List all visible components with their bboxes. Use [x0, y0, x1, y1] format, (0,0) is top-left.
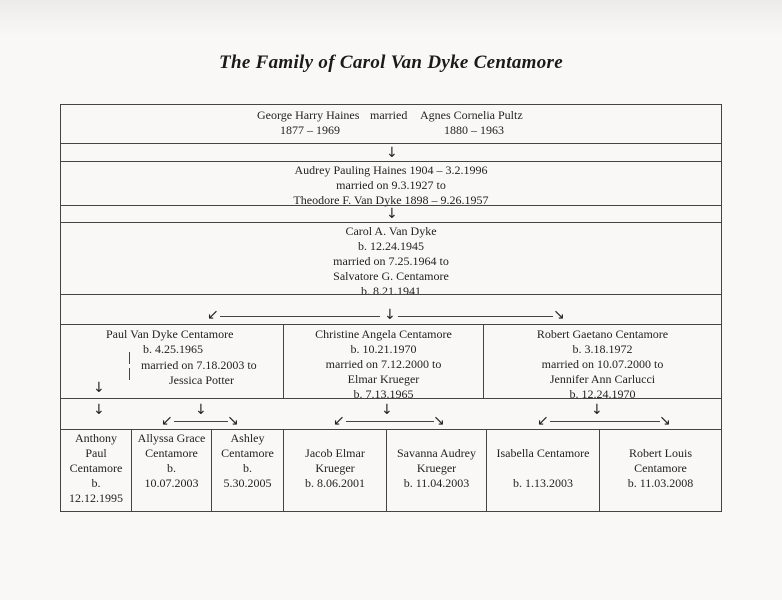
child-born: b. 4.25.1965 [143, 342, 203, 356]
down-right-arrow-icon: ↘ [553, 307, 565, 323]
child-born: b. 10.21.1970 [350, 342, 417, 356]
gen1-married: married [370, 108, 408, 122]
connector-row-2 [60, 205, 722, 223]
gen1-box [60, 104, 722, 144]
grandchild-line: Krueger [416, 461, 457, 475]
child-married: married on 7.12.2000 to [325, 357, 442, 371]
grandchild-line: Centamore [221, 446, 274, 460]
down-arrow-icon: ↓ [93, 402, 105, 418]
child-spouse: Jennifer Ann Carlucci [549, 372, 656, 386]
down-arrow-icon: ↓ [384, 307, 396, 323]
grandchild-line: b. [167, 461, 176, 475]
gen2-box [60, 161, 722, 206]
grandchild-line: Centamore [145, 446, 198, 460]
grandchild-line: Savanna Audrey [397, 446, 476, 460]
child-married: married on 7.18.2003 to [141, 358, 257, 372]
gen3-line5: b. 8.21.1941 [361, 284, 421, 298]
grandchild-robert-louis [599, 429, 722, 512]
grandchild-line: b. [91, 476, 101, 490]
grandchild-line: 10.07.2003 [144, 476, 199, 490]
grandchild-line: 5.30.2005 [223, 476, 272, 490]
gen1-husband-years: 1877 – 1969 [280, 123, 340, 137]
page-top-shade [0, 0, 782, 36]
grandchild-line: b. 1.13.2003 [513, 476, 573, 490]
gen3-line4: Salvatore G. Centamore [333, 269, 449, 283]
child-spouse-born: b. 12.24.1970 [569, 387, 636, 401]
grandchild-line: Isabella Centamore [496, 446, 590, 460]
grandchild-allyssa [131, 429, 212, 512]
grandchild-anthony [60, 429, 132, 512]
grandchild-line: b. 8.06.2001 [305, 476, 365, 490]
grandchild-line: Jacob Elmar [305, 446, 365, 460]
line-to-spouse [129, 368, 130, 380]
grandchild-savanna [386, 429, 487, 512]
down-arrow-icon: ↓ [591, 402, 603, 418]
gen3-line2: b. 12.24.1945 [358, 239, 424, 253]
down-left-arrow-icon: ↙ [207, 307, 219, 323]
connector-row-1 [60, 143, 722, 162]
down-arrow-icon: ↓ [93, 380, 105, 396]
down-left-arrow-icon: ↙ [333, 413, 345, 429]
gen1-husband: George Harry Haines [257, 108, 360, 122]
branch-line [346, 421, 434, 422]
gen1-wife-years: 1880 – 1963 [444, 123, 504, 137]
branch-line [174, 421, 228, 422]
grandchild-line: Centamore [69, 461, 123, 475]
branch-line [550, 421, 660, 422]
child-spouse-born: b. 7.13.1965 [353, 387, 414, 401]
gen1-wife: Agnes Cornelia Pultz [420, 108, 523, 122]
grandchild-ashley [211, 429, 284, 512]
line-to-spouse [129, 352, 130, 364]
grandchild-line: b. 11.04.2003 [403, 476, 470, 490]
child-born: b. 3.18.1972 [572, 342, 633, 356]
down-arrow-icon: ↓ [381, 402, 393, 418]
down-right-arrow-icon: ↘ [433, 413, 445, 429]
grandchild-line: b. 11.03.2008 [627, 476, 694, 490]
down-arrow-icon: ↓ [386, 206, 398, 222]
grandchild-line: Krueger [315, 461, 355, 475]
gen3-line1: Carol A. Van Dyke [345, 224, 437, 238]
down-right-arrow-icon: ↘ [227, 413, 239, 429]
child-box-christine [283, 324, 484, 399]
gen2-line2: married on 9.3.1927 to [336, 178, 446, 192]
grandchild-line: Allyssa Grace [137, 431, 206, 445]
gen2-line1: Audrey Pauling Haines 1904 – 3.2.1996 [294, 163, 488, 177]
grandchild-isabella [486, 429, 600, 512]
grandchild-line: Paul [85, 446, 107, 460]
child-spouse: Elmar Krueger [347, 372, 420, 386]
grandchild-line: Anthony [75, 431, 117, 445]
grandchild-line: 12.12.1995 [69, 491, 123, 505]
child-box-robert [483, 324, 722, 399]
gen2-line3: Theodore F. Van Dyke 1898 – 9.26.1957 [293, 193, 489, 207]
branch-line [398, 316, 553, 317]
page-title: The Family of Carol Van Dyke Centamore [219, 52, 563, 73]
grandchild-jacob [283, 429, 387, 512]
child-spouse: Jessica Potter [169, 373, 234, 387]
grandchild-line: Ashley [230, 431, 265, 445]
child-name: Paul Van Dyke Centamore [106, 327, 234, 341]
branch-line [220, 316, 380, 317]
down-arrow-icon: ↓ [386, 145, 398, 161]
gen3-line3: married on 7.25.1964 to [333, 254, 449, 268]
down-right-arrow-icon: ↘ [659, 413, 671, 429]
grandchild-line [487, 461, 599, 476]
child-married: married on 10.07.2000 to [541, 357, 664, 371]
child-name: Robert Gaetano Centamore [536, 327, 669, 341]
down-arrow-icon: ↓ [195, 402, 207, 418]
child-name: Christine Angela Centamore [315, 327, 452, 341]
grandchild-line: b. [243, 461, 252, 475]
down-left-arrow-icon: ↙ [161, 413, 173, 429]
gen3-box [60, 222, 722, 298]
grandchild-line: Centamore [634, 461, 687, 475]
grandchild-line: Robert Louis [629, 446, 692, 460]
down-left-arrow-icon: ↙ [537, 413, 549, 429]
